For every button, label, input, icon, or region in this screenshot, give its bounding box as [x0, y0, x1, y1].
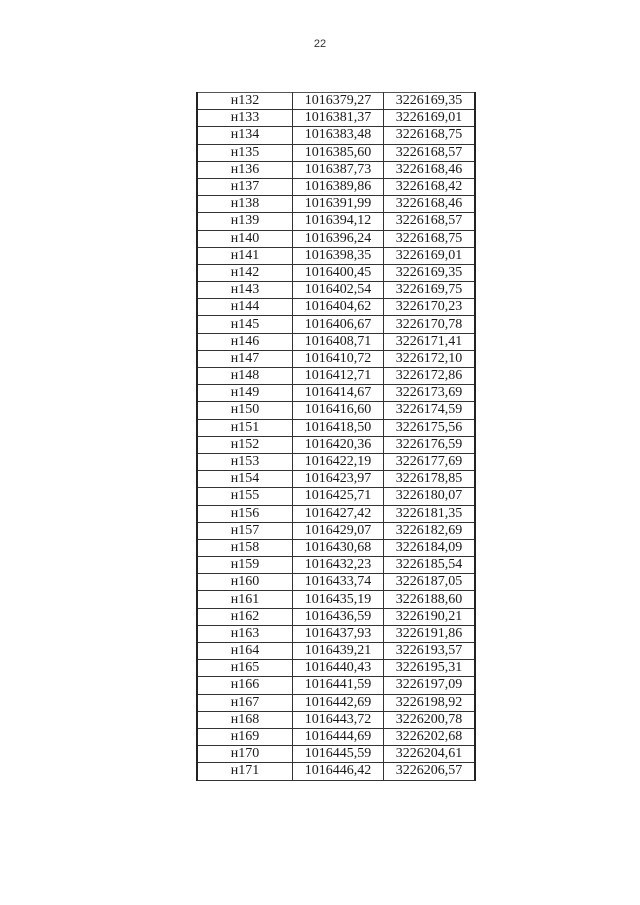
point-name-cell: н144: [197, 299, 293, 316]
y-coordinate-cell: 3226204,61: [384, 746, 476, 763]
point-name-cell: н148: [197, 368, 293, 385]
table-row: [197, 522, 475, 539]
y-coordinate-cell: 3226174,59: [384, 402, 476, 419]
coordinates-table-body: [197, 93, 475, 781]
y-coordinate-cell: 3226180,07: [384, 488, 476, 505]
y-coordinate-cell: 3226187,05: [384, 574, 476, 591]
y-coordinate-cell: 3226197,09: [384, 677, 476, 694]
x-coordinate-cell: 1016445,59: [293, 746, 384, 763]
y-coordinate-cell: 3226182,69: [384, 522, 476, 539]
point-name-cell: н150: [197, 402, 293, 419]
table-row: [197, 178, 475, 195]
x-coordinate-cell: 1016427,42: [293, 505, 384, 522]
point-name-cell: н142: [197, 264, 293, 281]
point-name-cell: н138: [197, 196, 293, 213]
y-coordinate-cell: 3226169,35: [384, 93, 476, 110]
point-name-cell: н149: [197, 385, 293, 402]
x-coordinate-cell: 1016423,97: [293, 471, 384, 488]
table-row: [197, 213, 475, 230]
point-name-cell: н155: [197, 488, 293, 505]
point-name-cell: н169: [197, 728, 293, 745]
x-coordinate-cell: 1016429,07: [293, 522, 384, 539]
point-name-cell: н139: [197, 213, 293, 230]
table-row: [197, 643, 475, 660]
x-coordinate-cell: 1016381,37: [293, 110, 384, 127]
table-row: [197, 385, 475, 402]
y-coordinate-cell: 3226206,57: [384, 763, 476, 780]
table-row: [197, 728, 475, 745]
point-name-cell: н162: [197, 608, 293, 625]
point-name-cell: н133: [197, 110, 293, 127]
y-coordinate-cell: 3226168,46: [384, 161, 476, 178]
y-coordinate-cell: 3226172,10: [384, 350, 476, 367]
table-row: [197, 591, 475, 608]
point-name-cell: н170: [197, 746, 293, 763]
x-coordinate-cell: 1016436,59: [293, 608, 384, 625]
coordinates-table: [196, 92, 476, 781]
y-coordinate-cell: 3226169,01: [384, 110, 476, 127]
table-row: [197, 660, 475, 677]
table-row: [197, 230, 475, 247]
point-name-cell: н165: [197, 660, 293, 677]
point-name-cell: н158: [197, 539, 293, 556]
x-coordinate-cell: 1016402,54: [293, 282, 384, 299]
point-name-cell: н145: [197, 316, 293, 333]
table-row: [197, 608, 475, 625]
x-coordinate-cell: 1016410,72: [293, 350, 384, 367]
table-row: [197, 368, 475, 385]
x-coordinate-cell: 1016389,86: [293, 178, 384, 195]
point-name-cell: н136: [197, 161, 293, 178]
table-row: [197, 746, 475, 763]
table-row: [197, 264, 475, 281]
x-coordinate-cell: 1016422,19: [293, 453, 384, 470]
y-coordinate-cell: 3226169,35: [384, 264, 476, 281]
table-row: [197, 93, 475, 110]
point-name-cell: н152: [197, 436, 293, 453]
y-coordinate-cell: 3226168,75: [384, 127, 476, 144]
point-name-cell: н135: [197, 144, 293, 161]
table-row: [197, 539, 475, 556]
point-name-cell: н147: [197, 350, 293, 367]
y-coordinate-cell: 3226176,59: [384, 436, 476, 453]
x-coordinate-cell: 1016446,42: [293, 763, 384, 780]
table-row: [197, 144, 475, 161]
point-name-cell: н132: [197, 93, 293, 110]
y-coordinate-cell: 3226200,78: [384, 711, 476, 728]
table-row: [197, 711, 475, 728]
x-coordinate-cell: 1016396,24: [293, 230, 384, 247]
point-name-cell: н171: [197, 763, 293, 780]
x-coordinate-cell: 1016398,35: [293, 247, 384, 264]
table-row: [197, 436, 475, 453]
y-coordinate-cell: 3226193,57: [384, 643, 476, 660]
y-coordinate-cell: 3226168,57: [384, 144, 476, 161]
point-name-cell: н134: [197, 127, 293, 144]
point-name-cell: н146: [197, 333, 293, 350]
x-coordinate-cell: 1016439,21: [293, 643, 384, 660]
x-coordinate-cell: 1016440,43: [293, 660, 384, 677]
point-name-cell: н140: [197, 230, 293, 247]
y-coordinate-cell: 3226168,42: [384, 178, 476, 195]
y-coordinate-cell: 3226184,09: [384, 539, 476, 556]
point-name-cell: н168: [197, 711, 293, 728]
x-coordinate-cell: 1016432,23: [293, 557, 384, 574]
x-coordinate-cell: 1016430,68: [293, 539, 384, 556]
x-coordinate-cell: 1016435,19: [293, 591, 384, 608]
table-row: [197, 196, 475, 213]
point-name-cell: н167: [197, 694, 293, 711]
y-coordinate-cell: 3226169,75: [384, 282, 476, 299]
table-row: [197, 282, 475, 299]
y-coordinate-cell: 3226202,68: [384, 728, 476, 745]
x-coordinate-cell: 1016441,59: [293, 677, 384, 694]
x-coordinate-cell: 1016442,69: [293, 694, 384, 711]
point-name-cell: н166: [197, 677, 293, 694]
table-row: [197, 574, 475, 591]
x-coordinate-cell: 1016385,60: [293, 144, 384, 161]
point-name-cell: н151: [197, 419, 293, 436]
x-coordinate-cell: 1016437,93: [293, 625, 384, 642]
x-coordinate-cell: 1016425,71: [293, 488, 384, 505]
y-coordinate-cell: 3226198,92: [384, 694, 476, 711]
point-name-cell: н153: [197, 453, 293, 470]
x-coordinate-cell: 1016391,99: [293, 196, 384, 213]
table-row: [197, 333, 475, 350]
x-coordinate-cell: 1016443,72: [293, 711, 384, 728]
point-name-cell: н159: [197, 557, 293, 574]
y-coordinate-cell: 3226177,69: [384, 453, 476, 470]
x-coordinate-cell: 1016394,12: [293, 213, 384, 230]
y-coordinate-cell: 3226178,85: [384, 471, 476, 488]
y-coordinate-cell: 3226173,69: [384, 385, 476, 402]
table-row: [197, 419, 475, 436]
x-coordinate-cell: 1016420,36: [293, 436, 384, 453]
table-row: [197, 247, 475, 264]
y-coordinate-cell: 3226181,35: [384, 505, 476, 522]
point-name-cell: н160: [197, 574, 293, 591]
x-coordinate-cell: 1016412,71: [293, 368, 384, 385]
table-row: [197, 161, 475, 178]
table-row: [197, 677, 475, 694]
table-row: [197, 471, 475, 488]
point-name-cell: н154: [197, 471, 293, 488]
y-coordinate-cell: 3226172,86: [384, 368, 476, 385]
table-row: [197, 488, 475, 505]
table-row: [197, 110, 475, 127]
table-row: [197, 625, 475, 642]
y-coordinate-cell: 3226168,46: [384, 196, 476, 213]
table-row: [197, 350, 475, 367]
point-name-cell: н137: [197, 178, 293, 195]
y-coordinate-cell: 3226168,57: [384, 213, 476, 230]
table-row: [197, 763, 475, 780]
y-coordinate-cell: 3226195,31: [384, 660, 476, 677]
point-name-cell: н164: [197, 643, 293, 660]
point-name-cell: н141: [197, 247, 293, 264]
table-row: [197, 505, 475, 522]
point-name-cell: н157: [197, 522, 293, 539]
x-coordinate-cell: 1016406,67: [293, 316, 384, 333]
table-row: [197, 127, 475, 144]
x-coordinate-cell: 1016387,73: [293, 161, 384, 178]
x-coordinate-cell: 1016404,62: [293, 299, 384, 316]
y-coordinate-cell: 3226170,78: [384, 316, 476, 333]
y-coordinate-cell: 3226170,23: [384, 299, 476, 316]
table-row: [197, 316, 475, 333]
table-row: [197, 402, 475, 419]
x-coordinate-cell: 1016383,48: [293, 127, 384, 144]
x-coordinate-cell: 1016379,27: [293, 93, 384, 110]
y-coordinate-cell: 3226169,01: [384, 247, 476, 264]
y-coordinate-cell: 3226175,56: [384, 419, 476, 436]
x-coordinate-cell: 1016400,45: [293, 264, 384, 281]
point-name-cell: н163: [197, 625, 293, 642]
table-row: [197, 694, 475, 711]
y-coordinate-cell: 3226188,60: [384, 591, 476, 608]
y-coordinate-cell: 3226168,75: [384, 230, 476, 247]
table-row: [197, 557, 475, 574]
y-coordinate-cell: 3226191,86: [384, 625, 476, 642]
point-name-cell: н143: [197, 282, 293, 299]
x-coordinate-cell: 1016433,74: [293, 574, 384, 591]
page-number: 22: [313, 38, 327, 50]
y-coordinate-cell: 3226171,41: [384, 333, 476, 350]
point-name-cell: н161: [197, 591, 293, 608]
point-name-cell: н156: [197, 505, 293, 522]
table-row: [197, 299, 475, 316]
x-coordinate-cell: 1016414,67: [293, 385, 384, 402]
x-coordinate-cell: 1016416,60: [293, 402, 384, 419]
x-coordinate-cell: 1016418,50: [293, 419, 384, 436]
y-coordinate-cell: 3226190,21: [384, 608, 476, 625]
y-coordinate-cell: 3226185,54: [384, 557, 476, 574]
x-coordinate-cell: 1016444,69: [293, 728, 384, 745]
table-row: [197, 453, 475, 470]
x-coordinate-cell: 1016408,71: [293, 333, 384, 350]
